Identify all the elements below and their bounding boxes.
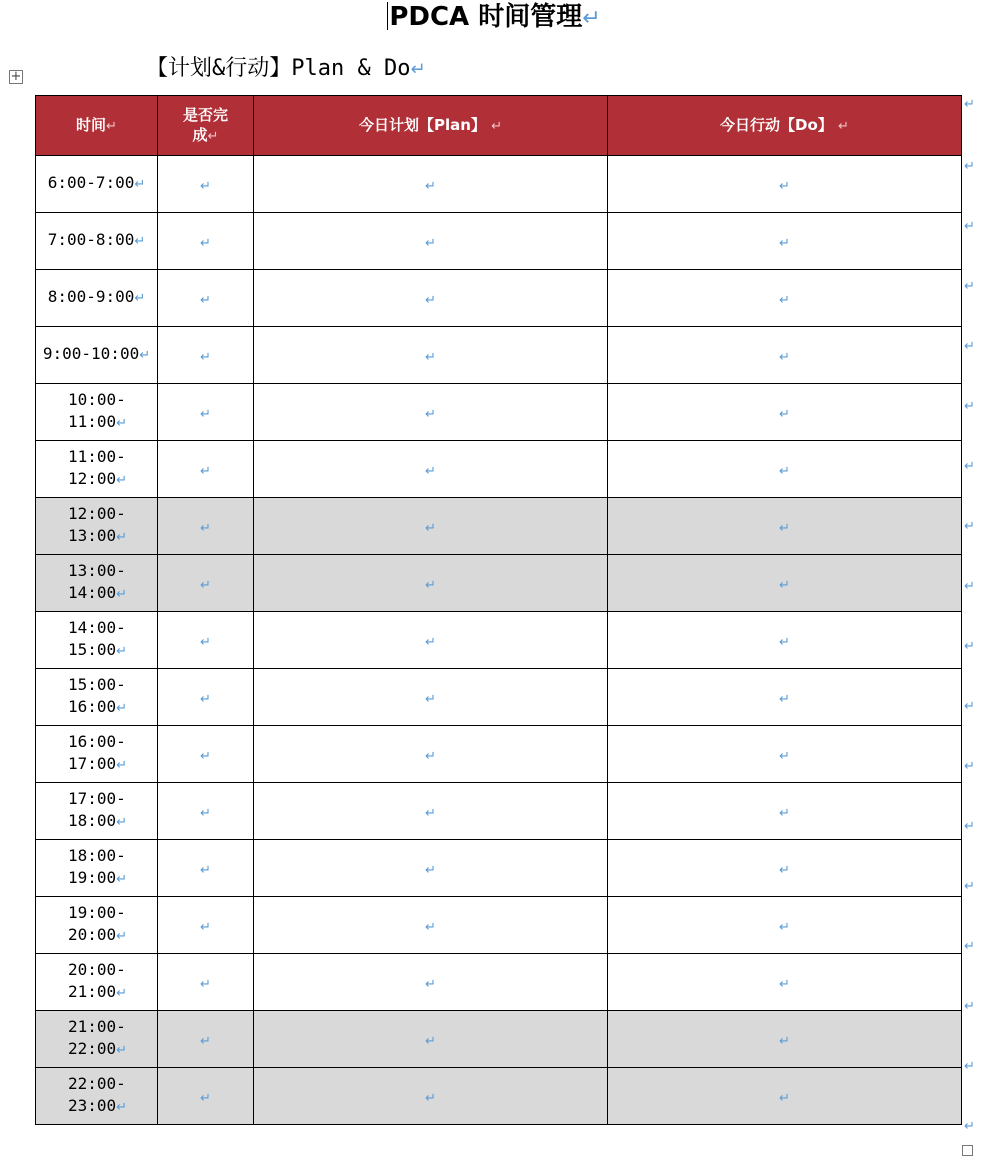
paragraph-mark-icon: ↵ (425, 235, 436, 251)
time-label: 6:00-7:00 (47, 173, 135, 192)
paragraph-mark-icon: ↵ (200, 463, 211, 479)
paragraph-mark-icon: ↵ (425, 1090, 436, 1106)
paragraph-mark-icon: ↵ (200, 748, 211, 764)
time-label: 13:00- 14:00 (68, 561, 126, 602)
do-cell[interactable] (608, 270, 962, 327)
section-heading-text: 【计划&行动】Plan & Do (146, 56, 411, 81)
time-label: 14:00- 15:00 (68, 618, 126, 659)
paragraph-mark-icon: ↵ (116, 758, 128, 773)
paragraph-mark-icon: ↵ (116, 815, 128, 830)
done-cell[interactable] (158, 270, 254, 327)
paragraph-mark-icon: ↵ (582, 6, 601, 31)
table-row (36, 270, 962, 327)
schedule-table (35, 95, 962, 1125)
do-cell[interactable] (608, 555, 962, 612)
paragraph-mark-icon: ↵ (838, 118, 849, 134)
paragraph-mark-icon: ↵ (425, 178, 436, 194)
paragraph-mark-icon: ↵ (200, 520, 211, 536)
plan-cell[interactable] (254, 840, 608, 897)
table-row (36, 441, 962, 498)
paragraph-mark-icon: ↵ (779, 862, 790, 878)
do-cell[interactable] (608, 726, 962, 783)
do-cell[interactable] (608, 213, 962, 270)
row-end-mark-icon: ↵ (964, 579, 975, 594)
plan-cell[interactable] (254, 327, 608, 384)
done-cell[interactable] (158, 327, 254, 384)
do-cell[interactable] (608, 840, 962, 897)
paragraph-mark-icon: ↵ (200, 976, 211, 992)
plan-cell[interactable] (254, 1068, 608, 1125)
time-cell[interactable] (36, 441, 158, 498)
paragraph-mark-icon: ↵ (207, 128, 219, 144)
paragraph-mark-icon: ↵ (410, 59, 426, 80)
row-end-mark-icon: ↵ (964, 639, 975, 654)
paragraph-mark-icon: ↵ (116, 986, 128, 1001)
done-cell[interactable] (158, 213, 254, 270)
do-cell[interactable] (608, 156, 962, 213)
paragraph-mark-icon: ↵ (200, 691, 211, 707)
paragraph-mark-icon: ↵ (779, 178, 790, 194)
paragraph-mark-icon: ↵ (779, 976, 790, 992)
section-heading (146, 52, 426, 87)
do-cell[interactable] (608, 327, 962, 384)
do-cell[interactable] (608, 669, 962, 726)
paragraph-mark-icon: ↵ (779, 463, 790, 479)
paragraph-mark-icon: ↵ (491, 118, 503, 134)
paragraph-mark-icon: ↵ (116, 416, 128, 431)
table-row (36, 156, 962, 213)
paragraph-mark-icon: ↵ (779, 1090, 790, 1106)
header-do[interactable] (608, 96, 962, 156)
table-row (36, 840, 962, 897)
plan-cell[interactable] (254, 726, 608, 783)
time-label: 17:00- 18:00 (68, 789, 126, 830)
row-end-mark-icon: ↵ (964, 339, 975, 354)
paragraph-mark-icon: ↵ (200, 1033, 211, 1049)
done-cell[interactable] (158, 783, 254, 840)
paragraph-mark-icon: ↵ (116, 530, 128, 545)
table-row (36, 726, 962, 783)
table-resize-handle-icon[interactable] (962, 1145, 973, 1156)
plan-cell[interactable] (254, 498, 608, 555)
table-row (36, 498, 962, 555)
paragraph-mark-icon: ↵ (779, 406, 790, 422)
row-end-mark-icon: ↵ (964, 519, 975, 534)
paragraph-mark-icon: ↵ (779, 634, 790, 650)
table-row (36, 954, 962, 1011)
do-cell[interactable] (608, 441, 962, 498)
row-end-mark-icon: ↵ (964, 219, 975, 234)
done-cell[interactable] (158, 612, 254, 669)
table-row (36, 384, 962, 441)
time-cell[interactable] (36, 555, 158, 612)
done-cell[interactable] (158, 156, 254, 213)
row-end-mark-icon: ↵ (964, 97, 975, 112)
time-cell[interactable] (36, 498, 158, 555)
document-title (0, 0, 988, 36)
paragraph-mark-icon: ↵ (425, 406, 436, 422)
table-row (36, 327, 962, 384)
paragraph-mark-icon: ↵ (200, 292, 211, 308)
table-row (36, 213, 962, 270)
row-end-mark-icon: ↵ (964, 759, 975, 774)
paragraph-mark-icon: ↵ (425, 748, 436, 764)
done-cell[interactable] (158, 897, 254, 954)
done-cell[interactable] (158, 669, 254, 726)
time-cell[interactable] (36, 213, 158, 270)
time-cell[interactable] (36, 270, 158, 327)
paragraph-mark-icon: ↵ (425, 919, 436, 935)
paragraph-mark-icon: ↵ (134, 291, 146, 306)
time-cell[interactable] (36, 612, 158, 669)
table-row (36, 1011, 962, 1068)
do-cell[interactable] (608, 783, 962, 840)
done-cell[interactable] (158, 1011, 254, 1068)
table-row (36, 783, 962, 840)
plan-cell[interactable] (254, 669, 608, 726)
time-label: 11:00- 12:00 (68, 447, 126, 488)
paragraph-mark-icon: ↵ (134, 234, 146, 249)
time-label: 20:00- 21:00 (68, 960, 126, 1001)
row-end-mark-icon: ↵ (964, 399, 975, 414)
done-cell[interactable] (158, 441, 254, 498)
plan-cell[interactable] (254, 897, 608, 954)
done-cell[interactable] (158, 1068, 254, 1125)
row-end-mark-icon: ↵ (964, 159, 975, 174)
time-label: 12:00- 13:00 (68, 504, 126, 545)
paragraph-mark-icon: ↵ (779, 748, 790, 764)
paragraph-mark-icon: ↵ (779, 520, 790, 536)
plan-cell[interactable] (254, 384, 608, 441)
do-cell[interactable] (608, 1011, 962, 1068)
time-cell[interactable] (36, 1068, 158, 1125)
row-end-mark-icon: ↵ (964, 879, 975, 894)
paragraph-mark-icon: ↵ (116, 872, 128, 887)
time-cell[interactable] (36, 1011, 158, 1068)
paragraph-mark-icon: ↵ (779, 691, 790, 707)
time-label: 8:00-9:00 (47, 287, 135, 306)
do-cell[interactable] (608, 384, 962, 441)
time-cell[interactable] (36, 156, 158, 213)
time-cell[interactable] (36, 840, 158, 897)
plan-cell[interactable] (254, 156, 608, 213)
plan-cell[interactable] (254, 1011, 608, 1068)
paragraph-mark-icon: ↵ (200, 577, 211, 593)
row-end-mark-icon: ↵ (964, 939, 975, 954)
row-end-mark-icon: ↵ (964, 999, 975, 1014)
time-label: 19:00- 20:00 (68, 903, 126, 944)
paragraph-mark-icon: ↵ (116, 701, 128, 716)
header-plan[interactable] (254, 96, 608, 156)
do-cell[interactable] (608, 498, 962, 555)
paragraph-mark-icon: ↵ (425, 463, 436, 479)
time-label: 22:00- 23:00 (68, 1074, 126, 1115)
paragraph-mark-icon: ↵ (779, 292, 790, 308)
paragraph-mark-icon: ↵ (779, 235, 790, 251)
paragraph-mark-icon: ↵ (200, 406, 211, 422)
table-row (36, 669, 962, 726)
paragraph-mark-icon: ↵ (425, 691, 436, 707)
paragraph-mark-icon: ↵ (425, 976, 436, 992)
paragraph-mark-icon: ↵ (425, 634, 436, 650)
time-label: 10:00- 11:00 (68, 390, 126, 431)
paragraph-mark-icon: ↵ (116, 929, 128, 944)
plan-cell[interactable] (254, 555, 608, 612)
paragraph-mark-icon: ↵ (200, 349, 211, 365)
table-row (36, 612, 962, 669)
paragraph-mark-icon: ↵ (425, 805, 436, 821)
header-time[interactable] (36, 96, 158, 156)
paragraph-mark-icon: ↵ (200, 634, 211, 650)
do-cell[interactable] (608, 897, 962, 954)
time-cell[interactable] (36, 954, 158, 1011)
paragraph-mark-icon: ↵ (425, 577, 436, 593)
header-time-label: 时间 (76, 115, 107, 134)
paragraph-mark-icon: ↵ (425, 349, 436, 365)
time-cell[interactable] (36, 384, 158, 441)
paragraph-mark-icon: ↵ (779, 577, 790, 593)
paragraph-mark-icon: ↵ (106, 118, 117, 134)
paragraph-mark-icon: ↵ (200, 805, 211, 821)
paragraph-mark-icon: ↵ (139, 348, 151, 363)
row-end-mark-icon: ↵ (964, 279, 975, 294)
row-end-mark-icon: ↵ (964, 1119, 975, 1134)
paragraph-mark-icon: ↵ (200, 235, 211, 251)
header-do-label: 今日行动【Do】 (720, 115, 833, 134)
paragraph-mark-icon: ↵ (779, 919, 790, 935)
plan-cell[interactable] (254, 270, 608, 327)
paragraph-mark-icon: ↵ (779, 805, 790, 821)
paragraph-mark-icon: ↵ (425, 1033, 436, 1049)
table-header-row (36, 96, 962, 156)
done-cell[interactable] (158, 384, 254, 441)
time-label: 7:00-8:00 (47, 230, 135, 249)
document-title-text: PDCA 时间管理 (389, 2, 583, 32)
paragraph-mark-icon: ↵ (116, 1043, 128, 1058)
paragraph-mark-icon: ↵ (425, 292, 436, 308)
paragraph-mark-icon: ↵ (779, 349, 790, 365)
row-end-mark-icon: ↵ (964, 699, 975, 714)
paragraph-mark-icon: ↵ (116, 644, 128, 659)
do-cell[interactable] (608, 954, 962, 1011)
row-end-mark-icon: ↵ (964, 459, 975, 474)
row-end-mark-icon: ↵ (964, 819, 975, 834)
table-move-handle-icon[interactable]: + (10, 69, 22, 84)
time-cell[interactable] (36, 783, 158, 840)
plan-cell[interactable] (254, 441, 608, 498)
table-row (36, 555, 962, 612)
time-cell[interactable] (36, 897, 158, 954)
time-label: 16:00- 17:00 (68, 732, 126, 773)
header-plan-label: 今日计划【Plan】 (358, 115, 486, 134)
done-cell[interactable] (158, 726, 254, 783)
paragraph-mark-icon: ↵ (425, 862, 436, 878)
time-cell[interactable] (36, 327, 158, 384)
done-cell[interactable] (158, 954, 254, 1011)
table-row (36, 1068, 962, 1125)
time-label: 21:00- 22:00 (68, 1017, 126, 1058)
row-end-mark-icon: ↵ (964, 1059, 975, 1074)
paragraph-mark-icon: ↵ (116, 473, 128, 488)
time-label: 15:00- 16:00 (68, 675, 126, 716)
paragraph-mark-icon: ↵ (200, 862, 211, 878)
table-row (36, 897, 962, 954)
do-cell[interactable] (608, 1068, 962, 1125)
paragraph-mark-icon: ↵ (200, 919, 211, 935)
done-cell[interactable] (158, 840, 254, 897)
paragraph-mark-icon: ↵ (200, 1090, 211, 1106)
time-label: 9:00-10:00 (42, 344, 140, 363)
header-done[interactable] (158, 96, 254, 156)
plan-cell[interactable] (254, 783, 608, 840)
plan-cell[interactable] (254, 954, 608, 1011)
do-cell[interactable] (608, 612, 962, 669)
time-label: 18:00- 19:00 (68, 846, 126, 887)
time-cell[interactable] (36, 669, 158, 726)
paragraph-mark-icon: ↵ (200, 178, 211, 194)
paragraph-mark-icon: ↵ (779, 1033, 790, 1049)
paragraph-mark-icon: ↵ (116, 1100, 128, 1115)
done-cell[interactable] (158, 498, 254, 555)
paragraph-mark-icon: ↵ (134, 177, 146, 192)
plan-cell[interactable] (254, 213, 608, 270)
done-cell[interactable] (158, 555, 254, 612)
plan-cell[interactable] (254, 612, 608, 669)
paragraph-mark-icon: ↵ (425, 520, 436, 536)
time-cell[interactable] (36, 726, 158, 783)
header-done-label: 是否完成 (182, 105, 228, 144)
paragraph-mark-icon: ↵ (116, 587, 128, 602)
